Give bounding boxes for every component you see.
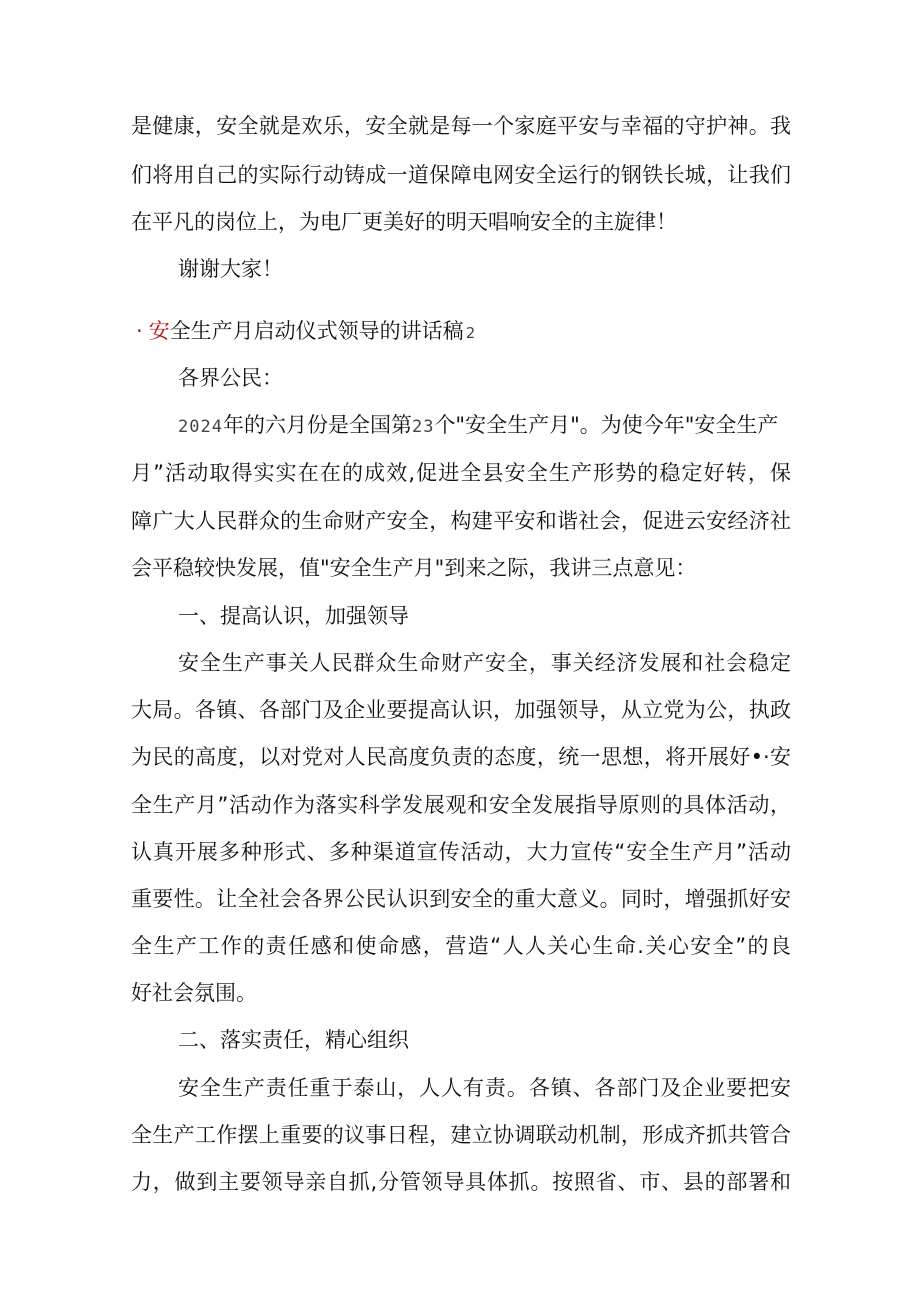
body-line: 好社会氛围。: [131, 981, 257, 1005]
body-line: 安全生产事关人民群众生命财产安全，事关经济发展和社会稳定: [178, 651, 791, 675]
body-line: 安全生产责任重于泰山，人人有责。各镇、各部门及企业要把安: [178, 1076, 791, 1100]
bullet-icon: ·: [136, 319, 143, 343]
body-line: 大局。各镇、各部门及企业要提高认识，加强领导，从立党为公，执政: [131, 698, 791, 722]
section-title-text: 全生产月启动仪式领导的讲话稿: [169, 319, 464, 343]
body-line: 力，做到主要领导亲自抓,分管领导具体抓。按照省、市、县的部署和: [131, 1170, 791, 1194]
body-line: 月”活动取得实实在在的成效,促进全县安全生产形势的稳定好转，保: [131, 461, 791, 485]
intro-text: 年的六月份是全国第: [222, 413, 412, 437]
section-title-first-char: 安: [148, 319, 170, 343]
year-number: 2024: [178, 417, 223, 437]
intro-text: 个"安全生产月"。为使今年"安全生产: [434, 413, 779, 437]
body-line: 为民的高度，以对党对人民高度负责的态度，统一思想，将开展好•·安: [131, 745, 791, 769]
body-line: 障广大人民群众的生命财产安全，构建平安和谐社会，促进云安经济社: [131, 509, 791, 533]
intro-line-1: [178, 410, 791, 442]
body-line: 重要性。让全社会各界公民认识到安全的重大意义。同时，增强抓好安: [131, 887, 791, 911]
section-title-number: 2: [465, 324, 476, 342]
salutation: 各界公民：: [178, 366, 283, 390]
ordinal-number: 23: [411, 417, 435, 437]
body-line: 全生产工作的责任感和使命感，营造“人人关心生命.关心安全”的良: [131, 934, 791, 958]
body-line: 是健康，安全就是欢乐，安全就是每一个家庭平安与幸福的守护神。我: [131, 114, 791, 138]
section-title: [136, 316, 475, 348]
body-line: 认真开展多种形式、多种渠道宣传活动，大力宣传“安全生产月”活动: [131, 840, 791, 864]
body-line: 们将用自己的实际行动铸成一道保障电网安全运行的钢铁长城，让我们: [131, 163, 791, 187]
closing-thanks: 谢谢大家！: [178, 257, 283, 281]
point-1-heading: 一、提高认识，加强领导: [178, 604, 409, 628]
point-2-heading: 二、落实责任，精心组织: [178, 1028, 409, 1052]
body-line: 会平稳较快发展，值"安全生产月"到来之际，我讲三点意见：: [131, 556, 697, 580]
body-line: 在平凡的岗位上，为电厂更美好的明天唱响安全的主旋律！: [131, 210, 677, 234]
body-line: 全生产月”活动作为落实科学发展观和安全发展指导原则的具体活动，: [131, 793, 791, 817]
body-line: 全生产工作摆上重要的议事日程，建立协调联动机制，形成齐抓共管合: [131, 1123, 791, 1147]
